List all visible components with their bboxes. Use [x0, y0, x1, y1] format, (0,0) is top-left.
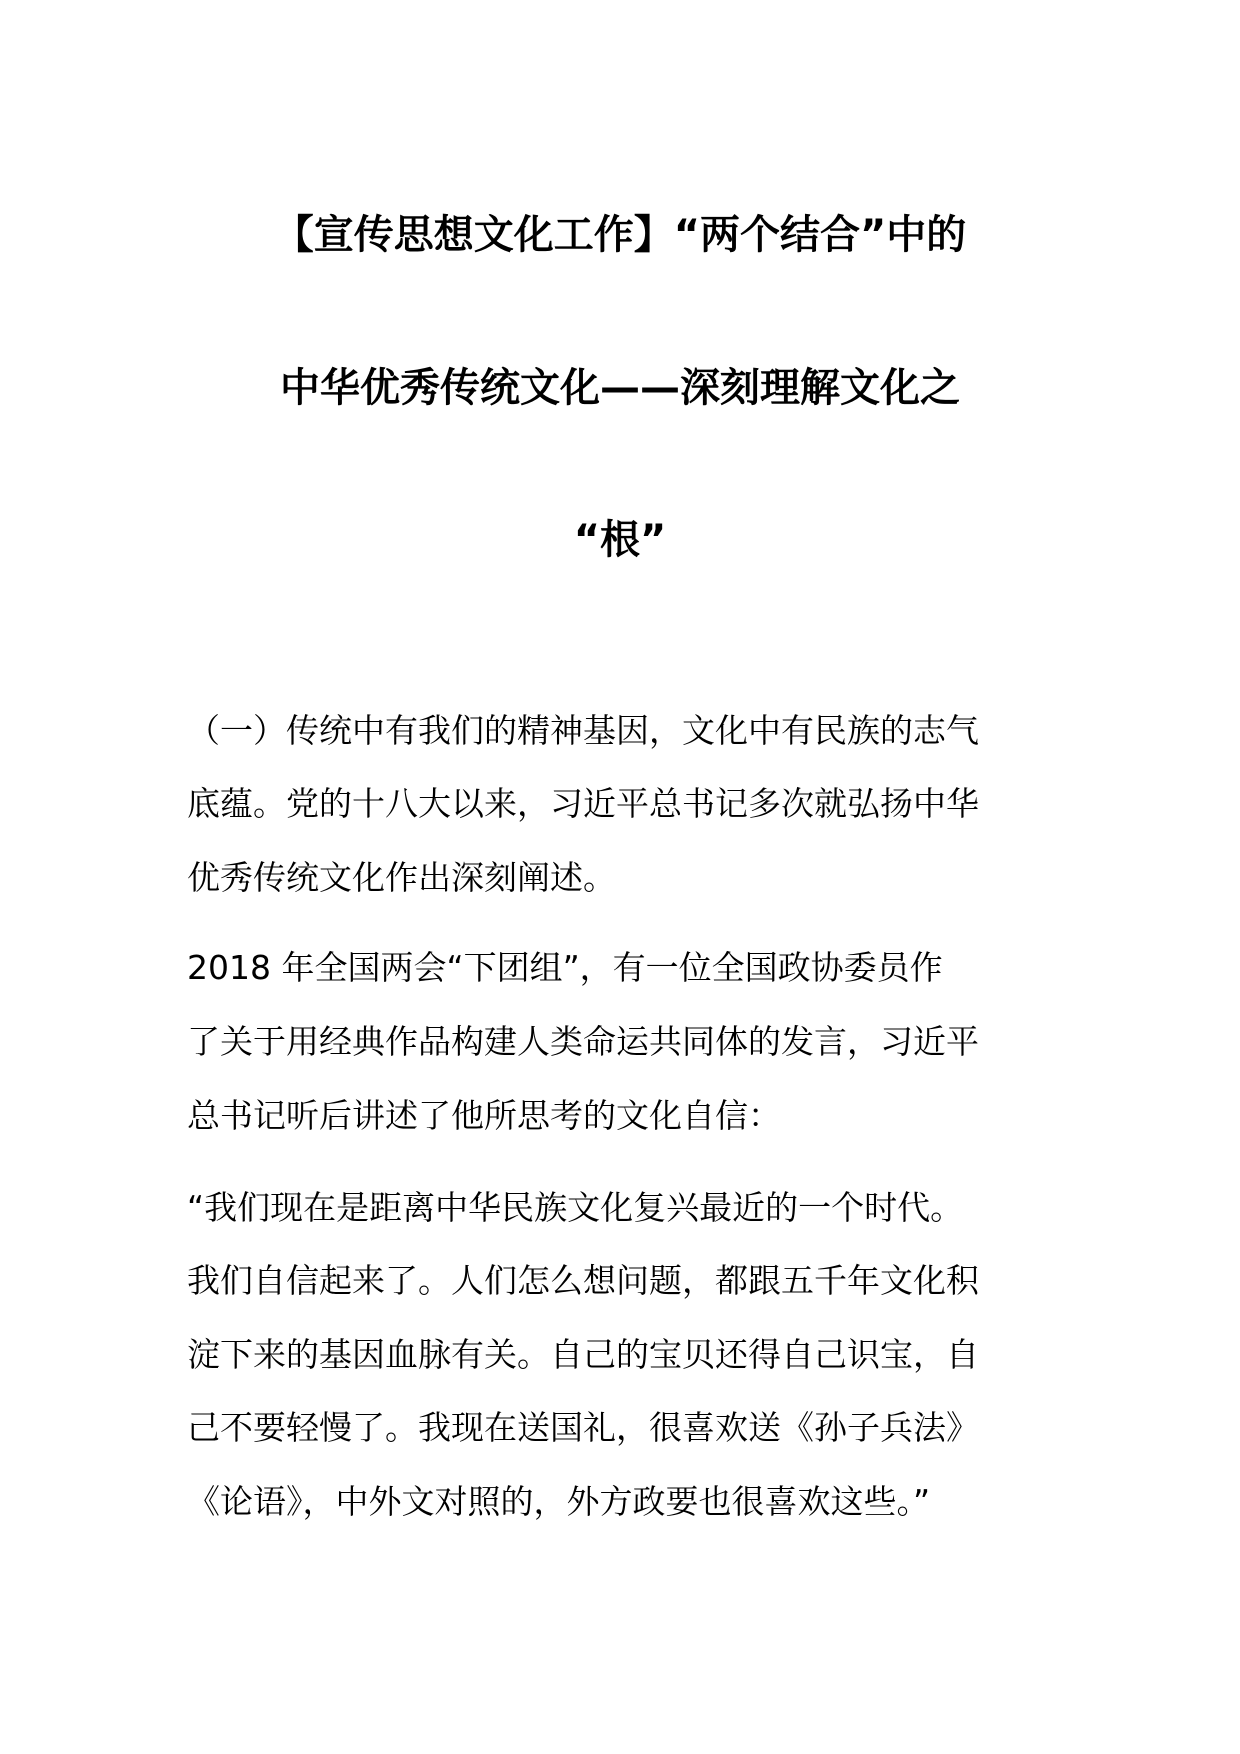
paragraph-line: 优秀传统文化作出深刻阐述。 [187, 858, 616, 897]
paragraph-line: 己不要轻慢了。我现在送国礼，很喜欢送《孙子兵法》 [187, 1408, 979, 1447]
paragraph-line: 了关于用经典作品构建人类命运共同体的发言，习近平 [187, 1022, 979, 1061]
paragraph-line: 2018 年全国两会“下团组”，有一位全国政协委员作 [187, 948, 943, 987]
document-title-line-1: 【宣传思想文化工作】“两个结合”中的 [273, 212, 967, 258]
paragraph-line: 淀下来的基因血脉有关。自己的宝贝还得自己识宝，自 [187, 1335, 979, 1374]
paragraph-line: （一）传统中有我们的精神基因，文化中有民族的志气 [187, 711, 979, 750]
paragraph-line: 我们自信起来了。人们怎么想问题，都跟五千年文化积 [187, 1261, 979, 1300]
paragraph-line: “我们现在是距离中华民族文化复兴最近的一个时代。 [187, 1188, 964, 1227]
paragraph-line: 总书记听后讲述了他所思考的文化自信： [187, 1096, 781, 1135]
paragraph-line: 底蕴。党的十八大以来，习近平总书记多次就弘扬中华 [187, 784, 979, 823]
paragraph-line: 《论语》，中外文对照的，外方政要也很喜欢这些。” [187, 1482, 931, 1521]
document-title-line-3: “根” [573, 517, 667, 563]
document-title-line-2: 中华优秀传统文化——深刻理解文化之 [280, 365, 960, 411]
